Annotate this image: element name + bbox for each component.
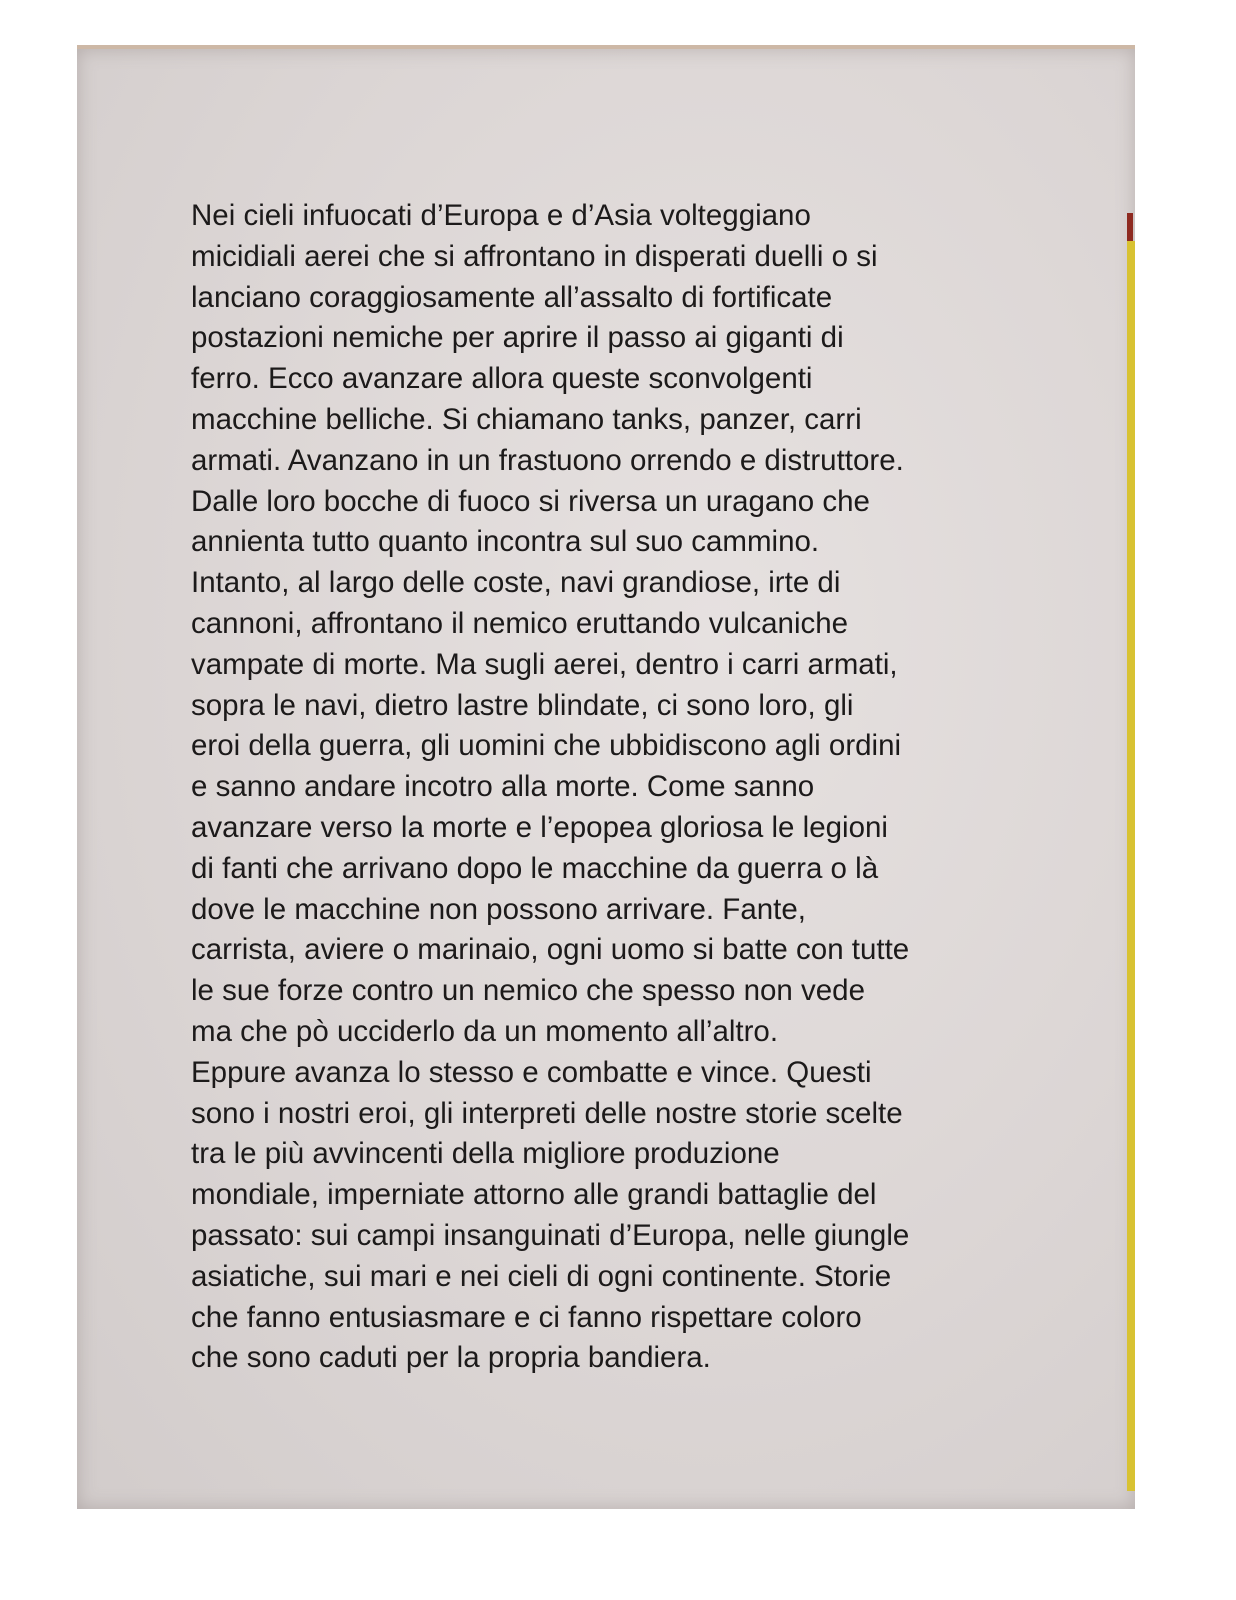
spine-edge-yellow <box>1127 241 1135 1491</box>
blurb-line: Nei cieli infuocati d’Europa e d’Asia volteggiano <box>191 199 811 232</box>
blurb-line: carrista, aviere o marinaio, ogni uomo si batte con tutte <box>191 933 910 967</box>
blurb-line: di fanti che arrivano dopo le macchine da guerra o là <box>191 851 879 885</box>
blurb-line: ferro. Ecco avanzare allora queste sconvolgenti <box>191 362 813 396</box>
blurb-line: che sono caduti per la propria bandiera. <box>191 1341 711 1375</box>
blurb-line: armati. Avanzano in un frastuono orrendo e distruttore. <box>191 443 904 477</box>
blurb-line: tra le più avvincenti della migliore produzione <box>191 1137 780 1171</box>
blurb-line: passato: sui campi insanguinati d’Europa, nelle giungle <box>191 1218 910 1252</box>
blurb-line: vampate di morte. Ma sugli aerei, dentro i carri armati, <box>191 647 898 681</box>
blurb-line: mondiale, imperniate attorno alle grandi battaglie del <box>191 1178 877 1212</box>
blurb-line: e sanno andare incotro alla morte. Come sanno <box>191 770 815 804</box>
spine-edge-red <box>1127 213 1133 241</box>
blurb-line: lanciano coraggiosamente all’assalto di fortificate <box>191 280 833 314</box>
blurb-line: avanzare verso la morte e l’epopea gloriosa le legioni <box>191 810 888 844</box>
blurb-line: cannoni, affrontano il nemico eruttando vulcaniche <box>191 606 849 640</box>
blurb-line: che fanno entusiasmare e ci fanno rispettare coloro <box>191 1300 862 1334</box>
blurb-line: Eppure avanza lo stesso e combatte e vince. Questi <box>191 1055 872 1089</box>
blurb-line: asiatiche, sui mari e nei cieli di ogni continente. Storie <box>191 1259 892 1293</box>
blurb-line: postazioni nemiche per aprire il passo ai giganti di <box>191 321 844 355</box>
blurb-line: dove le macchine non possono arrivare. Fante, <box>191 892 806 926</box>
blurb-line: annienta tutto quanto incontra sul suo cammino. <box>191 525 820 559</box>
blurb-line: macchine belliche. Si chiamano tanks, panzer, carri <box>191 402 862 436</box>
blurb-line: Dalle loro bocche di fuoco si riversa un uragano che <box>191 484 870 518</box>
blurb-line: sono i nostri eroi, gli interpreti delle nostre storie scelte <box>191 1096 903 1130</box>
blurb-line: sopra le navi, dietro lastre blindate, ci sono loro, gli <box>191 688 854 722</box>
blurb-line: Intanto, al largo delle coste, navi grandiose, irte di <box>191 566 841 600</box>
blurb-line: ma che pò ucciderlo da un momento all’altro. <box>191 1014 779 1048</box>
blurb-line: micidiali aerei che si affrontano in disperati duelli o si <box>191 239 878 273</box>
blurb-line: eroi della guerra, gli uomini che ubbidiscono agli ordini <box>191 729 902 763</box>
blurb-line: le sue forze contro un nemico che spesso non vede <box>191 974 865 1008</box>
blurb-text <box>191 196 1071 1379</box>
